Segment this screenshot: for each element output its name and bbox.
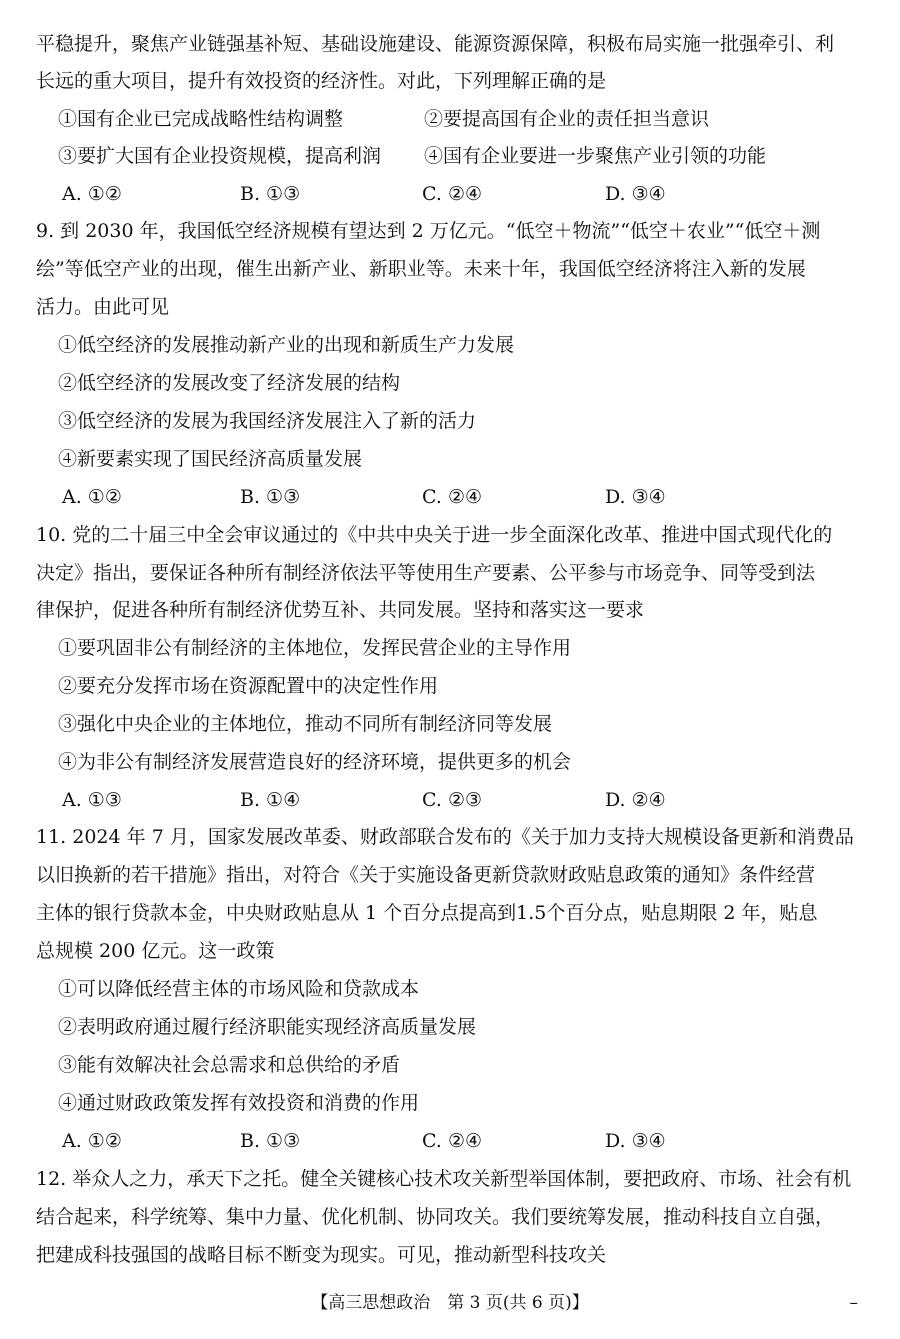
statement-3: ③能有效解决社会总需求和总供给的矛盾 bbox=[58, 1054, 401, 1076]
choice-a: A. ①② bbox=[62, 183, 122, 205]
choice-d: D. ③④ bbox=[605, 183, 666, 205]
statement-2: ②表明政府通过履行经济职能实现经济高质量发展 bbox=[58, 1016, 477, 1038]
statement-1: ①国有企业已完成战略性结构调整 bbox=[58, 108, 344, 130]
question-text-line: 把建成科技强国的战略目标不断变为现实。可见，推动新型科技攻关 bbox=[36, 1244, 607, 1266]
statement-1: ①可以降低经营主体的市场风险和贷款成本 bbox=[58, 978, 420, 1000]
question-text-line: 总规模 200 亿元。这一政策 bbox=[36, 940, 275, 962]
statement-4: ④为非公有制经济发展营造良好的经济环境，提供更多的机会 bbox=[58, 751, 572, 773]
footer-dash: – bbox=[849, 1293, 858, 1313]
statement-4: ④通过财政政策发挥有效投资和消费的作用 bbox=[58, 1092, 420, 1114]
choice-a: A. ①② bbox=[62, 1130, 122, 1152]
choice-b: B. ①④ bbox=[240, 789, 301, 811]
statement-2: ②要充分发挥市场在资源配置中的决定性作用 bbox=[58, 675, 439, 697]
question-text-line: 以旧换新的若干措施》指出，对符合《关于实施设备更新贷款财政贴息政策的通知》条件经营 bbox=[36, 864, 816, 886]
question-10-stem: 10. 党的二十届三中全会审议通过的《中共中央关于进一步全面深化改革、推进中国式现代化的 bbox=[36, 524, 833, 546]
choice-d: D. ②④ bbox=[605, 789, 666, 811]
question-text-line: 长远的重大项目，提升有效投资的经济性。对此，下列理解正确的是 bbox=[36, 70, 607, 92]
question-text-line: 绘”等低空产业的出现，催生出新产业、新职业等。未来十年，我国低空经济将注入新的发展 bbox=[36, 258, 806, 280]
statement-3: ③要扩大国有企业投资规模，提高利润 bbox=[58, 145, 382, 167]
question-9-stem: 9. 到 2030 年，我国低空经济规模有望达到 2 万亿元。“低空＋物流”“低空＋农业”“低空＋测 bbox=[36, 220, 821, 242]
statement-4: ④新要素实现了国民经济高质量发展 bbox=[58, 448, 363, 470]
page-footer: 【高三思想政治 第 3 页(共 6 页)】 bbox=[311, 1293, 589, 1313]
statement-1: ①要巩固非公有制经济的主体地位，发挥民营企业的主导作用 bbox=[58, 637, 572, 659]
choice-c: C. ②④ bbox=[422, 486, 483, 508]
choice-a: A. ①③ bbox=[62, 789, 122, 811]
question-11-stem: 11. 2024 年 7 月，国家发展改革委、财政部联合发布的《关于加力支持大规模设备更新和消费品 bbox=[36, 826, 854, 848]
choice-row bbox=[62, 179, 862, 209]
statement-2: ②要提高国有企业的责任担当意识 bbox=[424, 108, 710, 130]
choice-a: A. ①② bbox=[62, 486, 122, 508]
choice-row bbox=[62, 785, 862, 815]
choice-row bbox=[62, 482, 862, 512]
statement-row bbox=[58, 141, 858, 171]
choice-b: B. ①③ bbox=[240, 1130, 301, 1152]
choice-b: B. ①③ bbox=[240, 486, 301, 508]
choice-c: C. ②④ bbox=[422, 183, 483, 205]
choice-c: C. ②④ bbox=[422, 1130, 483, 1152]
statement-1: ①低空经济的发展推动新产业的出现和新质生产力发展 bbox=[58, 334, 515, 356]
choice-d: D. ③④ bbox=[605, 1130, 666, 1152]
choice-b: B. ①③ bbox=[240, 183, 301, 205]
question-text-line: 平稳提升，聚焦产业链强基补短、基础设施建设、能源资源保障，积极布局实施一批强牵引、利 bbox=[36, 33, 835, 55]
question-text-line: 决定》指出，要保证各种所有制经济依法平等使用生产要素、公平参与市场竞争、同等受到法 bbox=[36, 562, 816, 584]
statement-row bbox=[58, 104, 858, 134]
statement-4: ④国有企业要进一步聚焦产业引领的功能 bbox=[424, 145, 767, 167]
statement-2: ②低空经济的发展改变了经济发展的结构 bbox=[58, 372, 401, 394]
question-text-line: 主体的银行贷款本金，中央财政贴息从 1 个百分点提高到1.5个百分点，贴息期限 2 年，贴息 bbox=[36, 902, 818, 924]
choice-d: D. ③④ bbox=[605, 486, 666, 508]
question-text-line: 活力。由此可见 bbox=[36, 296, 170, 318]
statement-3: ③强化中央企业的主体地位，推动不同所有制经济同等发展 bbox=[58, 713, 553, 735]
choice-c: C. ②③ bbox=[422, 789, 483, 811]
choice-row bbox=[62, 1126, 862, 1156]
question-text-line: 结合起来，科学统筹、集中力量、优化机制、协同攻关。我们要统筹发展，推动科技自立自强， bbox=[36, 1206, 835, 1228]
question-12-stem: 12. 举众人之力，承天下之托。健全关键核心技术攻关新型举国体制，要把政府、市场、社会有机 bbox=[36, 1168, 852, 1190]
statement-3: ③低空经济的发展为我国经济发展注入了新的活力 bbox=[58, 410, 477, 432]
question-text-line: 律保护，促进各种所有制经济优势互补、共同发展。坚持和落实这一要求 bbox=[36, 599, 645, 621]
